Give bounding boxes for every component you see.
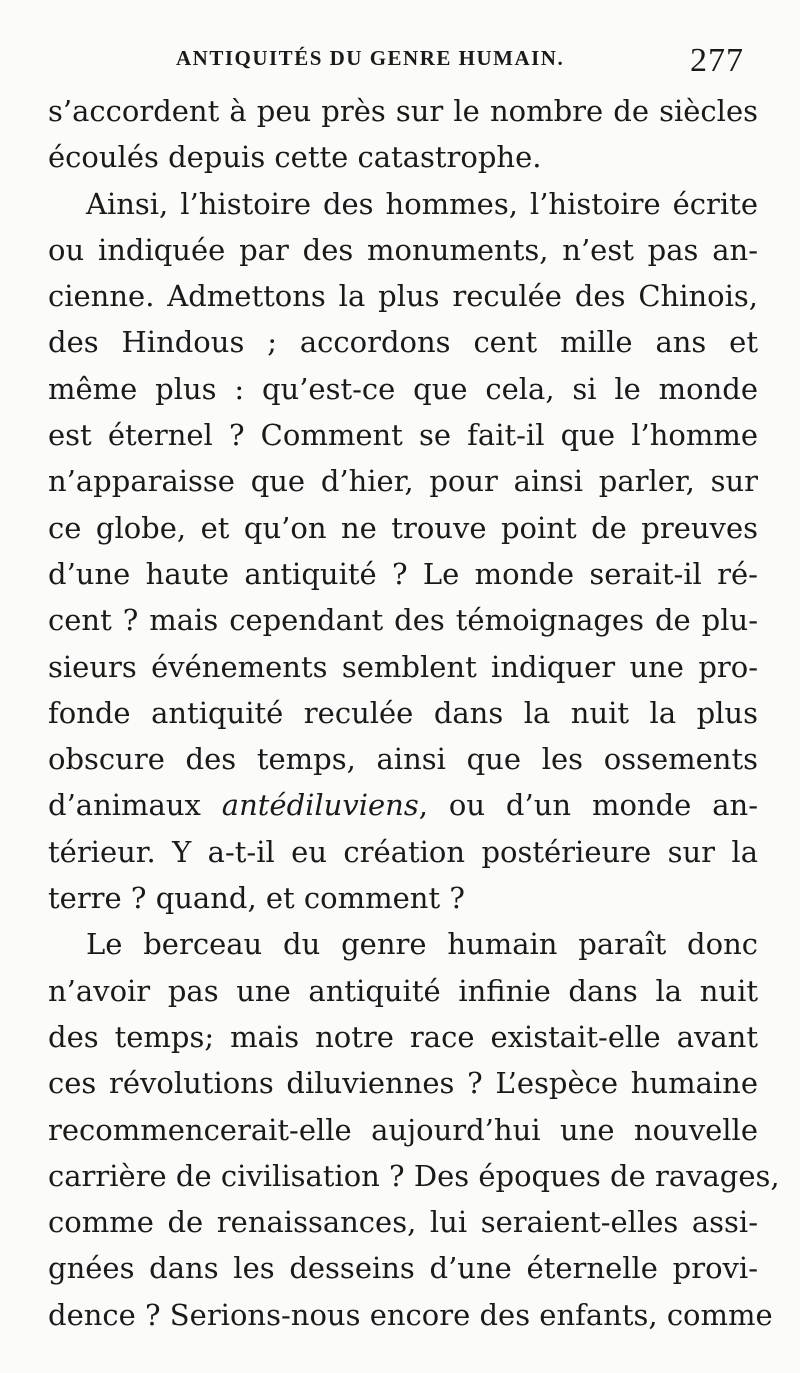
running-head: [0, 42, 800, 82]
text-fragment: d’animaux: [48, 788, 201, 823]
text-line: même plus : qu’est-ce que cela, si le monde: [48, 371, 758, 406]
text-line: Le berceau du genre humain paraît donc: [86, 927, 758, 962]
text-fragment: , ou d’un monde an-: [418, 788, 759, 823]
running-title: ANTIQUITÉS DU GENRE HUMAIN.: [176, 46, 565, 70]
text-line: ce globe, et qu’on ne trouve point de preuves: [48, 510, 758, 545]
text-line: cienne. Admettons la plus reculée des Chinois,: [48, 279, 758, 314]
text-line: térieur. Y a-t-il eu création postérieure sur la: [48, 834, 758, 869]
text-line: Ainsi, l’histoire des hommes, l’histoire écrite: [86, 186, 758, 221]
text-line: ces révolutions diluviennes ? L’espèce humaine: [48, 1066, 758, 1101]
text-line: ou indiquée par des monuments, n’est pas an-: [48, 232, 758, 267]
text-line: fonde antiquité reculée dans la nuit la plus: [48, 695, 758, 730]
text-line-with-italic: [48, 782, 758, 828]
text-line: comme de renaissances, lui seraient-elles assi-: [48, 1205, 758, 1240]
text-line: carrière de civilisation ? Des époques de ravages,: [48, 1158, 780, 1193]
text-line: n’apparaisse que d’hier, pour ainsi parler, sur: [48, 464, 758, 499]
text-line: écoulés depuis cette catastrophe.: [48, 140, 542, 175]
text-line: d’une haute antiquité ? Le monde serait-il ré-: [48, 556, 758, 591]
text-line: recommencerait-elle aujourd’hui une nouvelle: [48, 1112, 758, 1147]
text-line: n’avoir pas une antiquité infinie dans la nuit: [48, 973, 758, 1008]
text-line: des Hindous ; accordons cent mille ans et: [48, 325, 758, 360]
text-line: terre ? quand, et comment ?: [48, 881, 465, 916]
italic-term: antédiluviens: [221, 788, 419, 823]
text-line: est éternel ? Comment se fait-il que l’homme: [48, 418, 758, 453]
text-line: s’accordent à peu près sur le nombre de siècles: [48, 94, 758, 128]
text-line: dence ? Serions-nous encore des enfants, comme: [48, 1297, 773, 1332]
page-number: 277: [690, 42, 744, 79]
body-text: [48, 88, 780, 1338]
text-line: des temps; mais notre race existait-elle avant: [48, 1019, 758, 1054]
text-line: sieurs événements semblent indiquer une pro-: [48, 649, 758, 684]
text-line: obscure des temps, ainsi que les ossements: [48, 742, 758, 777]
text-line: gnées dans les desseins d’une éternelle provi-: [48, 1251, 758, 1286]
text-line: cent ? mais cependant des témoignages de plu-: [48, 603, 758, 638]
